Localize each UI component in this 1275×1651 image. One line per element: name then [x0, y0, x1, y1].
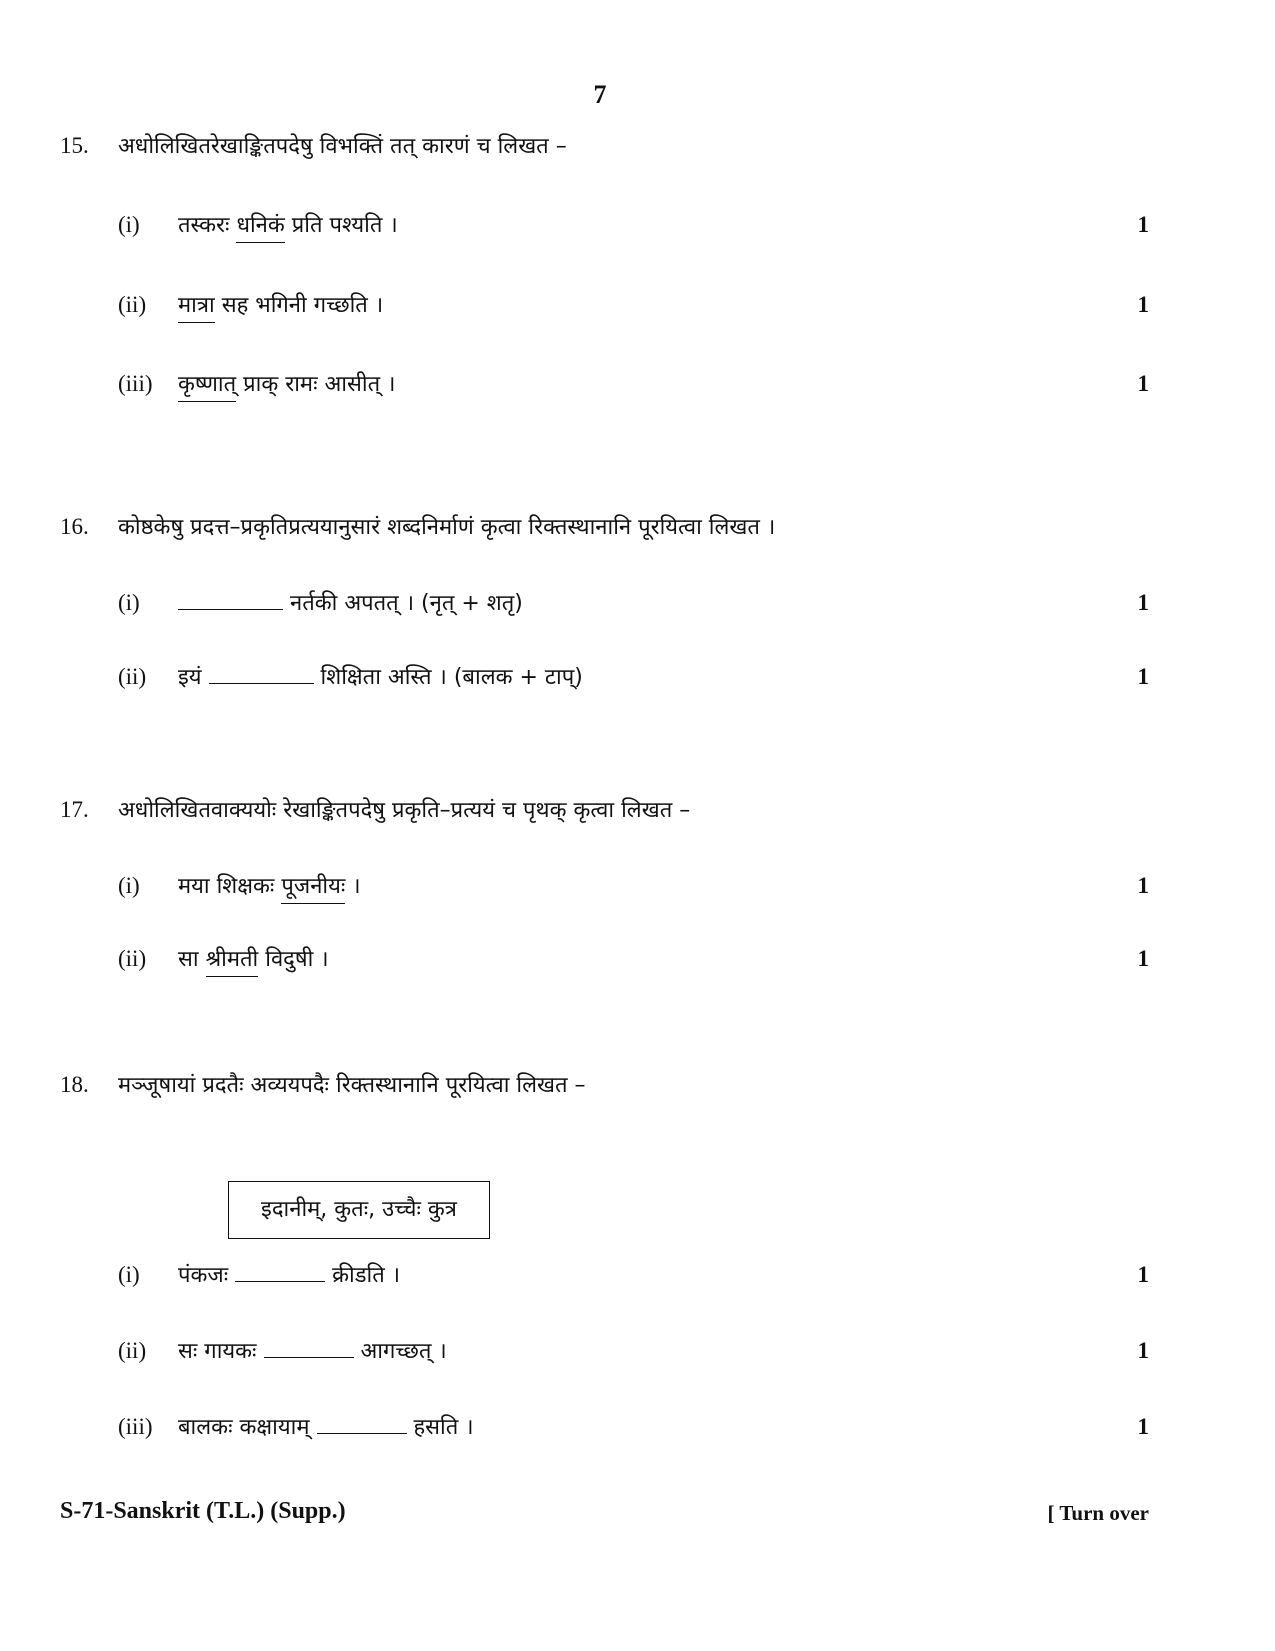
answer-blank [264, 1337, 354, 1358]
q18-item-1-number: (i) [118, 1262, 140, 1287]
q18-item-2-text: सः गायकः आगच्छत् । [178, 1339, 447, 1364]
q17-item-2-mark: 1 [1137, 946, 1149, 971]
q18-item-3-mark: 1 [1137, 1414, 1149, 1439]
underlined-word: मात्रा [178, 293, 215, 323]
q18-item-2-number: (ii) [118, 1338, 147, 1363]
q15-item-2-number: (ii) [118, 292, 147, 317]
q17-item-1-mark: 1 [1137, 873, 1149, 898]
question-16-text: कोष्ठकेषु प्रदत्त–प्रकृतिप्रत्ययानुसारं शब्दनिर्माणं कृत्वा रिक्तस्थानानि पूरयित्वा लिखत । [118, 515, 776, 540]
q17-item-2-number: (ii) [118, 946, 147, 971]
q18-item-1-text: पंकजः क्रीडति । [178, 1263, 401, 1288]
question-15-text: अधोलिखितरेखाङ्कितपदेषु विभक्तिं तत् कारणं च लिखत – [118, 134, 567, 159]
q18-item-2-mark: 1 [1137, 1338, 1149, 1363]
answer-blank [235, 1261, 325, 1282]
word-box: इदानीम्, कुतः, उच्चैः कुत्र [228, 1181, 490, 1239]
question-15-number: 15. [60, 133, 89, 158]
underlined-word: कृष्णात् [178, 372, 236, 402]
q18-item-3-text: बालकः कक्षायाम् हसति । [178, 1415, 474, 1440]
underlined-word: धनिकं [236, 213, 284, 243]
question-17-number: 17. [60, 797, 89, 822]
q16-item-1-mark: 1 [1137, 590, 1149, 615]
question-16-number: 16. [60, 514, 89, 539]
q15-item-2-mark: 1 [1137, 292, 1149, 317]
underlined-word: श्रीमती [206, 947, 259, 977]
q18-item-3-number: (iii) [118, 1414, 153, 1439]
answer-blank [209, 663, 314, 684]
answer-blank [317, 1413, 407, 1434]
q17-item-2-text: सा श्रीमती विदुषी । [178, 943, 329, 973]
question-17-text: अधोलिखितवाक्ययोः रेखाङ्कितपदेषु प्रकृति–प्रत्ययं च पृथक् कृत्वा लिखत – [118, 798, 691, 823]
q16-item-1-number: (i) [118, 590, 140, 615]
q16-item-2-mark: 1 [1137, 664, 1149, 689]
q17-item-1-text: मया शिक्षकः पूजनीयः । [178, 870, 361, 900]
turn-over-note: [ Turn over [1047, 1501, 1149, 1525]
question-18-number: 18. [60, 1072, 89, 1097]
q16-item-1-text: नर्तकी अपतत् । (नृत् + शतृ) [178, 587, 523, 617]
q15-item-2-text: मात्रा सह भगिनी गच्छति । [178, 289, 383, 319]
underlined-word: पूजनीयः [281, 874, 345, 904]
question-18-text: मञ्जूषायां प्रदतैः अव्ययपदैः रिक्तस्थानानि पूरयित्वा लिखत – [118, 1073, 586, 1098]
q16-item-2-number: (ii) [118, 664, 147, 689]
answer-blank [178, 589, 283, 610]
q15-item-1-number: (i) [118, 212, 140, 237]
q18-item-1-mark: 1 [1137, 1262, 1149, 1287]
q15-item-3-mark: 1 [1137, 371, 1149, 396]
page-number: 7 [593, 80, 607, 109]
q15-item-3-text: कृष्णात् प्राक् रामः आसीत् । [178, 368, 395, 398]
paper-code: S-71-Sanskrit (T.L.) (Supp.) [60, 1498, 346, 1524]
q16-item-2-text: इयं शिक्षिता अस्ति । (बालक + टाप्) [178, 665, 583, 690]
q15-item-1-text: तस्करः धनिकं प्रति पश्यति । [178, 209, 398, 239]
q15-item-3-number: (iii) [118, 371, 153, 396]
q17-item-1-number: (i) [118, 873, 140, 898]
q15-item-1-mark: 1 [1137, 212, 1149, 237]
